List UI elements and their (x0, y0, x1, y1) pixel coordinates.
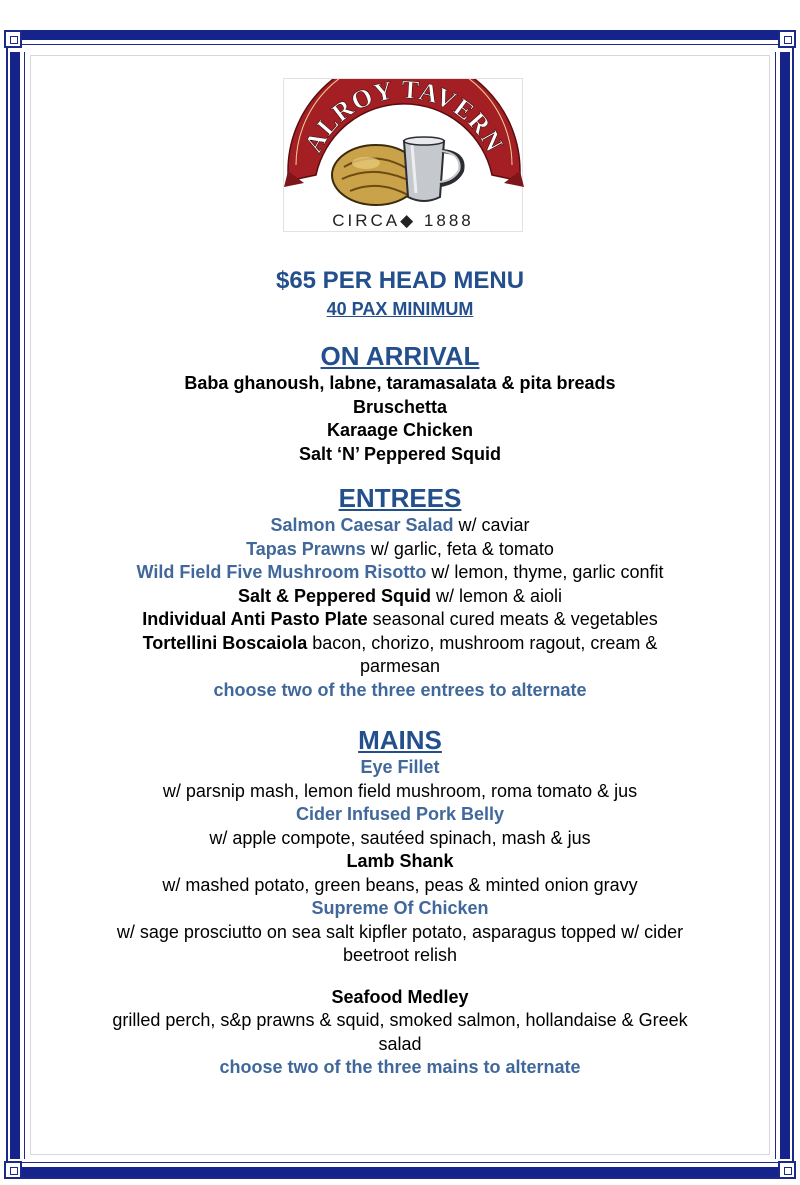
main-dish-description: w/ parsnip mash, lemon field mushroom, roma tomato & jus (162, 780, 638, 801)
mains-note: choose two of the three mains to alternate (219, 1057, 581, 1077)
main-dish-name: Cider Infused Pork Belly (295, 804, 505, 824)
main-dish-name: Supreme Of Chicken (311, 898, 489, 918)
section-heading-arrival: ON ARRIVAL (320, 341, 480, 371)
section-heading-entrees: ENTREES (338, 483, 462, 513)
main-dish-description-continued: beetroot relish (342, 945, 458, 965)
menu-subtitle: 40 PAX MINIMUM (326, 299, 474, 319)
menu-title: $65 PER HEAD MENU (275, 267, 525, 294)
main-dish-name: Eye Fillet (360, 757, 440, 777)
entree-item (40, 608, 760, 632)
dish-name: Tortellini Boscaiola (142, 632, 308, 653)
dish-description: w/ garlic, feta & tomato (365, 538, 554, 559)
arrival-item: Bruschetta (352, 396, 448, 417)
entree-item (40, 514, 760, 538)
dish-name: Salt & Peppered Squid (237, 585, 431, 606)
frame-band-top (22, 30, 778, 40)
main-dish-description: grilled perch, s&p prawns & squid, smoked salmon, hollandaise & Greek (112, 1010, 688, 1030)
frame-band-right (780, 52, 790, 1159)
dish-name: Tapas Prawns (246, 538, 366, 559)
frame-corner-ornament (4, 30, 22, 48)
entree-item (40, 585, 760, 609)
dish-name: Salmon Caesar Salad (270, 515, 454, 535)
dish-description: w/ caviar (453, 515, 530, 535)
tavern-logo (283, 78, 523, 232)
entree-item (40, 632, 760, 656)
main-dish-description: w/ sage prosciutto on sea salt kipfler potato, asparagus topped w/ cider (116, 921, 684, 942)
tavern-logo-emblem (284, 79, 524, 233)
arrival-item: Karaage Chicken (326, 420, 474, 440)
dish-description: w/ lemon, thyme, garlic confit (426, 562, 664, 582)
frame-corner-ornament (778, 1161, 796, 1179)
svg-text:ALROY TAVERN: ALROY TAVERN (298, 79, 510, 158)
section-heading-mains: MAINS (358, 725, 442, 755)
dish-description: w/ lemon & aioli (430, 585, 563, 606)
frame-corner-ornament (4, 1161, 22, 1179)
arrival-item: Salt ‘N’ Peppered Squid (298, 443, 502, 464)
main-dish-description: w/ apple compote, sautéed spinach, mash & jus (209, 827, 591, 848)
dish-description: seasonal cured meats & vegetables (367, 609, 658, 629)
frame-band-bottom (22, 1167, 778, 1177)
frame-band-left (10, 52, 20, 1159)
dish-name: Individual Anti Pasto Plate (142, 609, 368, 629)
main-dish-description: w/ mashed potato, green beans, peas & minted onion gravy (162, 874, 638, 895)
main-dish-name: Seafood Medley (331, 986, 469, 1007)
entrees-note: choose two of the three entrees to alternate (213, 679, 587, 700)
frame-line-right (775, 52, 776, 1159)
main-dish-name: Lamb Shank (346, 851, 454, 871)
dish-name: Wild Field Five Mushroom Risotto (136, 562, 427, 582)
menu-content (40, 264, 760, 1080)
frame-line-bottom (22, 1162, 778, 1163)
main-dish-description-continued: salad (378, 1033, 422, 1054)
arrival-item: Baba ghanoush, labne, taramasalata & pita breads (184, 373, 616, 393)
frame-corner-ornament (778, 30, 796, 48)
entree-item-continued: parmesan (359, 656, 441, 676)
entree-item (40, 561, 760, 585)
logo-tagline: CIRCA◆ 1888 (332, 211, 474, 230)
frame-line-top (22, 44, 778, 45)
frame-line-left (24, 52, 25, 1159)
entree-item (40, 538, 760, 562)
dish-description: bacon, chorizo, mushroom ragout, cream & (307, 632, 658, 653)
